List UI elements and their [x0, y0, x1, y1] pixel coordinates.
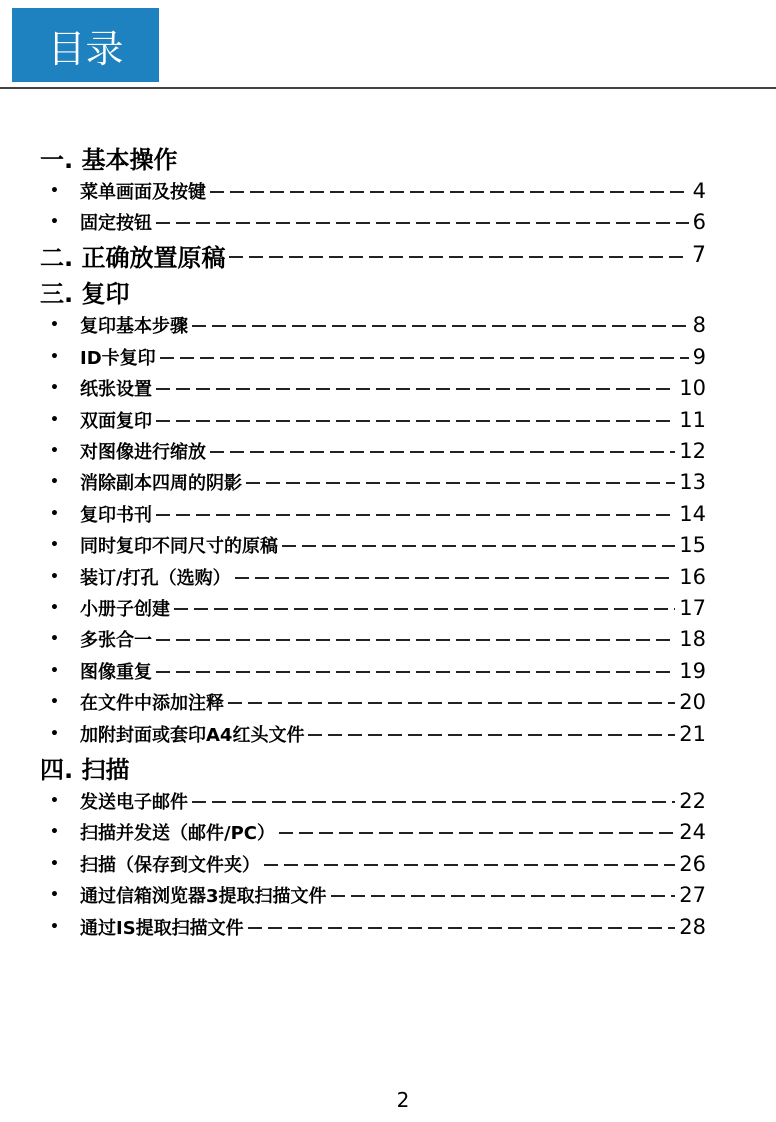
- toc-page-number: 27: [679, 883, 706, 908]
- toc-entry-label: 在文件中添加注释: [80, 693, 224, 715]
- toc-entry[interactable]: [40, 561, 706, 592]
- toc-entry[interactable]: [40, 467, 706, 498]
- toc-page-number: 17: [679, 595, 706, 620]
- toc-entry-label: 发送电子邮件: [80, 791, 188, 813]
- toc-page-number: 13: [679, 470, 706, 495]
- bullet-icon: •: [50, 792, 59, 809]
- toc-page-number: 10: [679, 376, 706, 401]
- dot-leader: [210, 451, 675, 453]
- dot-leader: [279, 832, 675, 834]
- bullet-icon: •: [50, 887, 59, 904]
- toc-title: 目录: [12, 8, 159, 82]
- toc-page-number: 18: [679, 627, 706, 652]
- toc-page-number: 8: [692, 313, 706, 338]
- toc-entry-label: 三. 复印: [40, 280, 130, 309]
- bullet-icon: •: [50, 918, 59, 935]
- toc-entry[interactable]: [40, 310, 706, 341]
- toc-entry[interactable]: [40, 498, 706, 529]
- toc-entry-label: 同时复印不同尺寸的原稿: [80, 536, 278, 558]
- toc-entry-label: 菜单画面及按键: [80, 181, 206, 203]
- dot-leader: [229, 256, 688, 258]
- toc-entry[interactable]: [40, 404, 706, 435]
- toc-entry[interactable]: [40, 435, 706, 466]
- toc-page-number: 19: [679, 658, 706, 683]
- dot-leader: [156, 420, 675, 422]
- header-divider: [0, 87, 776, 89]
- toc-entry[interactable]: [40, 718, 706, 749]
- toc-entry-label: ID卡复印: [80, 347, 156, 369]
- table-of-contents: [40, 139, 706, 942]
- bullet-icon: •: [50, 662, 59, 679]
- bullet-icon: •: [50, 631, 59, 648]
- toc-entry-label: 图像重复: [80, 661, 152, 683]
- toc-entry[interactable]: [40, 206, 706, 237]
- dot-leader: [174, 608, 675, 610]
- bullet-icon: •: [50, 214, 59, 231]
- toc-entry[interactable]: [40, 848, 706, 879]
- dot-leader: [235, 577, 676, 579]
- toc-page-number: 16: [679, 564, 706, 589]
- toc-entry-label: 固定按钮: [80, 213, 152, 235]
- toc-entry[interactable]: [40, 655, 706, 686]
- dot-leader: [192, 325, 689, 327]
- toc-entry[interactable]: [40, 175, 706, 206]
- toc-entry-label: 复印书刊: [80, 504, 152, 526]
- dot-leader: [156, 514, 675, 516]
- toc-page-number: 4: [692, 178, 706, 203]
- page-number: 2: [396, 1088, 410, 1112]
- dot-leader: [308, 734, 675, 736]
- toc-entry-label: 加附封面或套印A4红头文件: [80, 724, 305, 746]
- dot-leader: [210, 191, 689, 193]
- toc-entry-label: 多张合一: [80, 630, 152, 652]
- dot-leader: [156, 388, 675, 390]
- toc-page-number: 6: [692, 210, 706, 235]
- toc-entry[interactable]: [40, 785, 706, 816]
- toc-entry[interactable]: [40, 592, 706, 623]
- dot-leader: [228, 702, 675, 704]
- toc-page-number: 9: [692, 344, 706, 369]
- dot-leader: [331, 895, 676, 897]
- toc-page-number: 11: [679, 407, 706, 432]
- bullet-icon: •: [50, 725, 59, 742]
- toc-page-number: 21: [679, 721, 706, 746]
- toc-entry-label: 消除副本四周的阴影: [80, 473, 242, 495]
- toc-entry-label: 复印基本步骤: [80, 316, 188, 338]
- bullet-icon: •: [50, 694, 59, 711]
- bullet-icon: •: [50, 474, 59, 491]
- toc-entry-label: 二. 正确放置原稿: [40, 244, 226, 273]
- dot-leader: [282, 545, 675, 547]
- toc-entry-label: 双面复印: [80, 410, 152, 432]
- toc-section-heading[interactable]: [40, 274, 706, 310]
- bullet-icon: •: [50, 411, 59, 428]
- toc-entry[interactable]: [40, 341, 706, 372]
- toc-page-number: 28: [679, 914, 706, 939]
- toc-section-heading[interactable]: [40, 238, 706, 274]
- toc-entry-label: 通过IS提取扫描文件: [80, 917, 244, 939]
- toc-entry-label: 装订/打孔（选购）: [80, 567, 231, 589]
- toc-page-number: 20: [679, 690, 706, 715]
- dot-leader: [156, 671, 675, 673]
- bullet-icon: •: [50, 380, 59, 397]
- toc-page-number: 15: [679, 533, 706, 558]
- dot-leader: [192, 801, 675, 803]
- bullet-icon: •: [50, 568, 59, 585]
- bullet-icon: •: [50, 537, 59, 554]
- toc-entry-label: 通过信箱浏览器3提取扫描文件: [80, 886, 327, 908]
- toc-entry[interactable]: [40, 879, 706, 910]
- toc-entry[interactable]: [40, 530, 706, 561]
- toc-page-number: 12: [679, 439, 706, 464]
- bullet-icon: •: [50, 317, 59, 334]
- toc-page-number: 26: [679, 851, 706, 876]
- bullet-icon: •: [50, 443, 59, 460]
- toc-entry-label: 小册子创建: [80, 598, 170, 620]
- toc-entry-label: 扫描并发送（邮件/PC）: [80, 823, 275, 845]
- bullet-icon: •: [50, 348, 59, 365]
- bullet-icon: •: [50, 824, 59, 841]
- toc-entry-label: 扫描（保存到文件夹）: [80, 854, 260, 876]
- bullet-icon: •: [50, 182, 59, 199]
- toc-section-heading[interactable]: [40, 139, 706, 175]
- toc-entry[interactable]: [40, 373, 706, 404]
- dot-leader: [156, 639, 675, 641]
- toc-entry[interactable]: [40, 817, 706, 848]
- toc-entry-label: 对图像进行缩放: [80, 442, 206, 464]
- dot-leader: [160, 357, 689, 359]
- toc-entry-label: 一. 基本操作: [40, 145, 178, 174]
- dot-leader: [246, 482, 675, 484]
- toc-entry-label: 纸张设置: [80, 379, 152, 401]
- toc-page-number: 24: [679, 820, 706, 845]
- toc-entry[interactable]: [40, 911, 706, 942]
- bullet-icon: •: [50, 599, 59, 616]
- dot-leader: [264, 864, 675, 866]
- toc-page-number: 14: [679, 501, 706, 526]
- toc-entry[interactable]: [40, 624, 706, 655]
- toc-section-heading[interactable]: [40, 749, 706, 785]
- toc-entry[interactable]: [40, 686, 706, 717]
- dot-leader: [248, 927, 676, 929]
- bullet-icon: •: [50, 505, 59, 522]
- bullet-icon: •: [50, 855, 59, 872]
- toc-entry-label: 四. 扫描: [40, 755, 130, 784]
- toc-page-number: 22: [679, 788, 706, 813]
- dot-leader: [156, 222, 689, 224]
- toc-page-number: 7: [692, 243, 706, 269]
